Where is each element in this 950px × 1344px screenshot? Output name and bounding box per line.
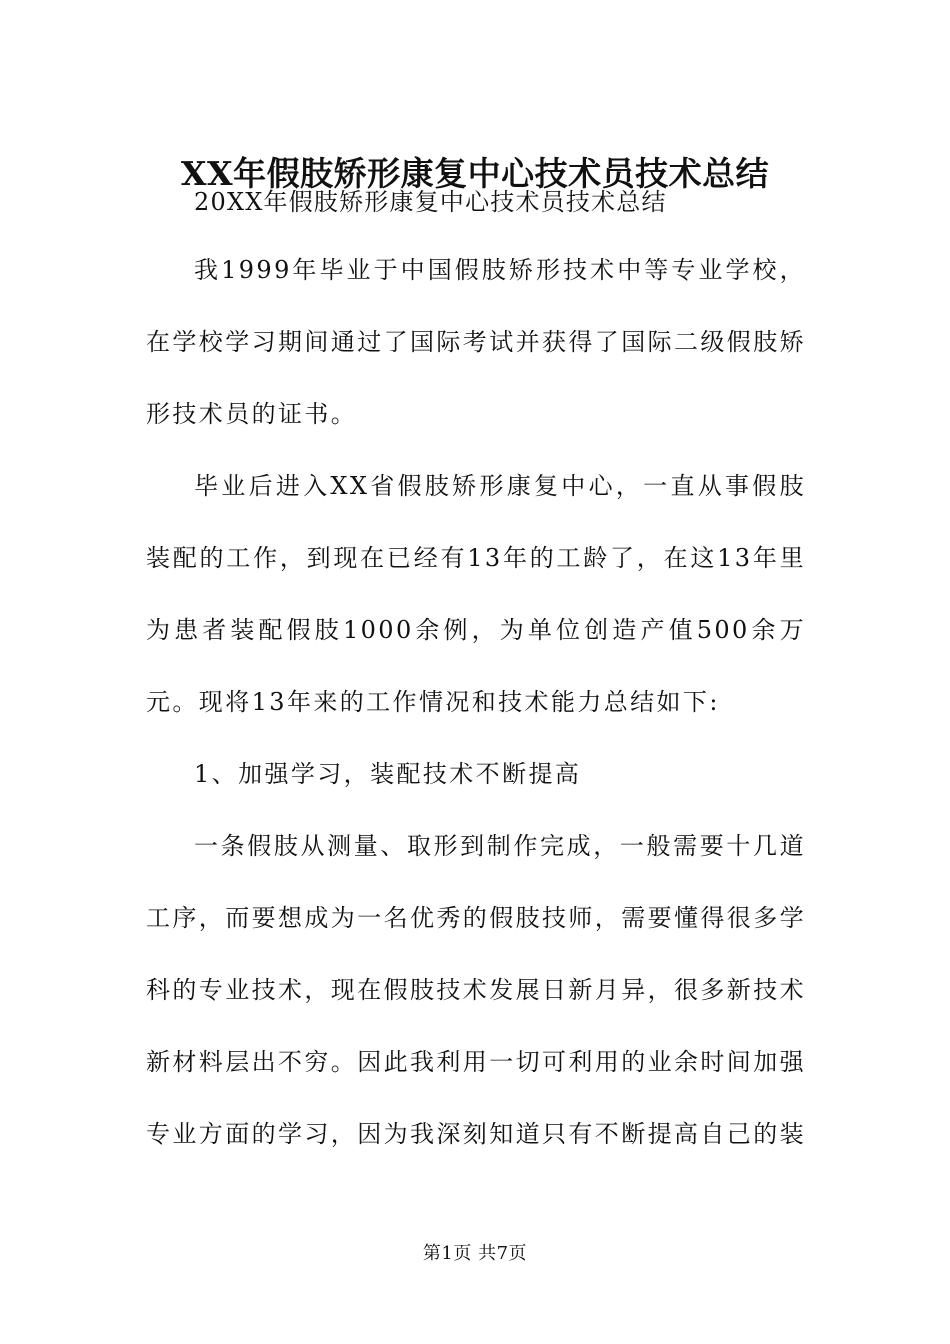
paragraph-education: 我1999年毕业于中国假肢矫形技术中等专业学校，在学校学习期间通过了国际考试并获得了国际二级假肢矫形技术员的证书。 [146, 256, 806, 428]
document-body [146, 182, 806, 1170]
section-heading-1: 1、加强学习，装配技术不断提高 [194, 760, 582, 788]
page-number: 第1页 共7页 [422, 1243, 528, 1264]
paragraph-study: 一条假肢从测量、取形到制作完成，一般需要十几道工序，而要想成为一名优秀的假肢技师，需要懂得很多学科的专业技术，现在假肢技术发展日新月异，很多新技术新材料层出不穷。因此我利用一切可利用的业余时间加强专业方面的学习，因为我深刻知道只有不断提高自己的装 [146, 832, 806, 1148]
paragraph-work-history: 毕业后进入XX省假肢矫形康复中心，一直从事假肢装配的工作，到现在已经有13年的工龄了，在这13年里为患者装配假肢1000余例，为单位创造产值500余万元。现将13年来的工作情况和技术能力总结如下: [146, 472, 806, 716]
document-title: XX年假肢矫形康复中心技术员技术总结 [180, 154, 770, 194]
document-subtitle: 20XX年假肢矫形康复中心技术员技术总结 [194, 188, 667, 216]
